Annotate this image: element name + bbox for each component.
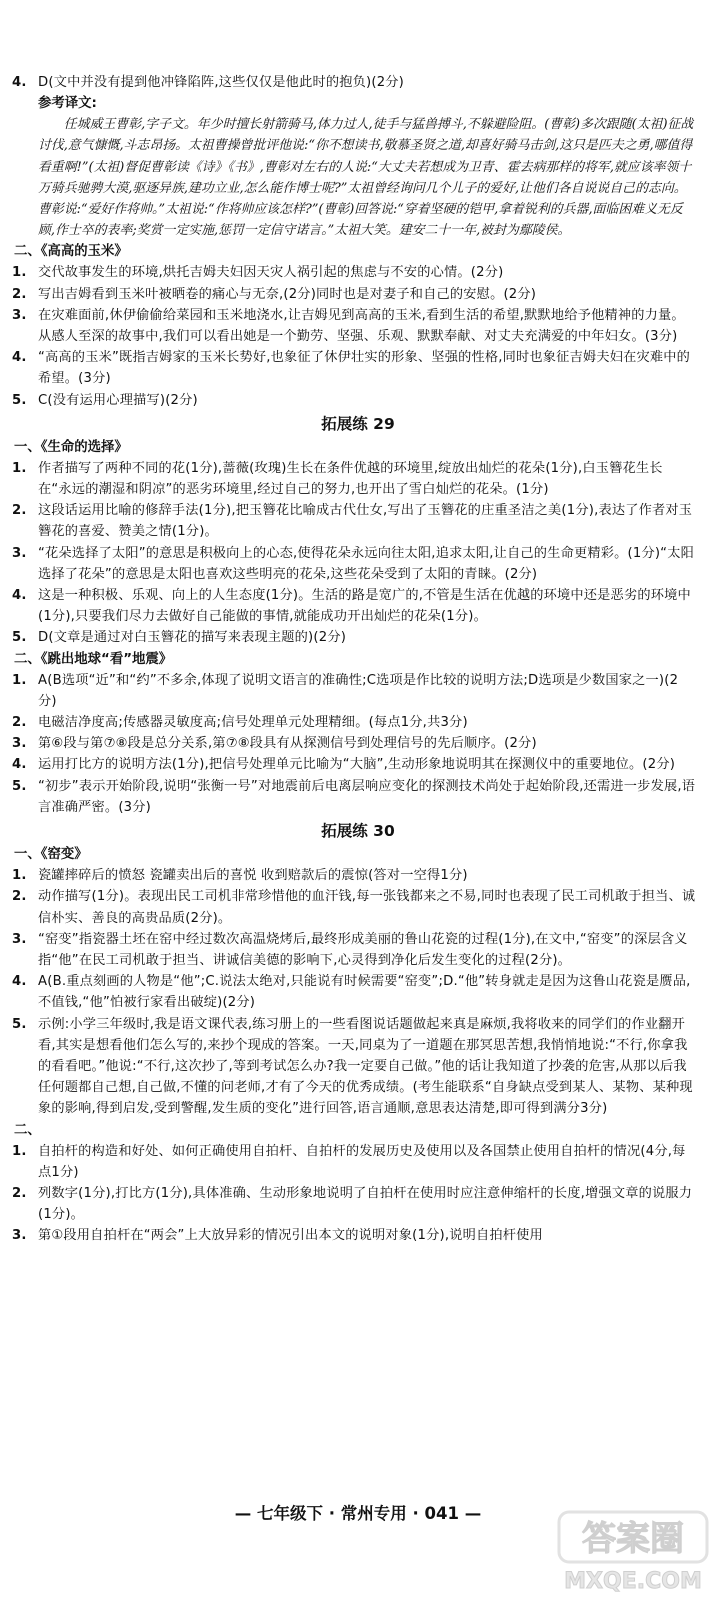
answer-item xyxy=(0,670,716,712)
passage-heading: 二、《跳出地球“看”地震》 xyxy=(14,651,173,667)
item-text: “窑变”指瓷器土坯在窑中经过数次高温烧烤后,最终形成美丽的鲁山花瓷的过程(1分),在文中,“窑变”的深层含义指“他”在民工司机敢于担当、讲诚信美德的影响下,心灵得到净化后发生变化的过程(2分)。 xyxy=(38,931,688,968)
answer-item xyxy=(0,712,716,733)
answer-item xyxy=(0,262,716,283)
item-text: 自拍杆的构造和好处、如何正确使用自拍杆、自拍杆的发展历史及使用以及各国禁止使用自拍杆的情况(4分,每点1分) xyxy=(38,1143,686,1180)
answer-item xyxy=(0,1014,716,1120)
item-number: 2. xyxy=(12,503,27,519)
section-title: 拓展练 29 xyxy=(321,414,395,433)
answer-item xyxy=(0,458,716,500)
item-number: 4. xyxy=(12,350,27,366)
item-number: 3. xyxy=(12,736,27,752)
item-text: C(没有运用心理描写)(2分) xyxy=(38,392,198,408)
item-text: 瓷罐摔碎后的愤怒 瓷罐卖出后的喜悦 收到赔款后的震惊(答对一空得1分) xyxy=(38,868,468,884)
item-text: 作者描写了两种不同的花(1分),蔷薇(玫瑰)生长在条件优越的环境里,绽放出灿烂的花朵(1分),白玉簪花生长在“永远的潮湿和阴凉”的恶劣环境里,经过自己的努力,也开出了雪白灿烂的花朵。(1分) xyxy=(38,460,663,498)
answer-item xyxy=(0,971,716,1013)
watermark-logo xyxy=(553,1508,713,1596)
item-number: 3. xyxy=(12,307,27,323)
item-number: 2. xyxy=(12,1185,27,1201)
item-text: 运用打比方的说明方法(1分),把信号处理单元比喻为“大脑”,生动形象地说明其在探测仪中的重要地位。(2分) xyxy=(38,757,676,773)
item-number: 5. xyxy=(12,630,27,646)
item-number: 5. xyxy=(12,778,27,794)
item-text: 在灾难面前,休伊偷偷给菜园和玉米地浇水,让吉姆见到高高的玉米,看到生活的希望,默默地给予他精神的力量。从感人至深的故事中,我们可以看出她是一个勤劳、坚强、乐观、默默奉献、对丈夫充满爱的中年妇女。(3分) xyxy=(38,307,685,345)
item-text: A(B选项“近”和“约”不多余,体现了说明文语言的准确性;C选项是作比较的说明方法;D选项是少数国家之一)(2分) xyxy=(38,672,679,709)
watermark-cn-text: 答案圈 xyxy=(582,1519,684,1559)
item-text: 交代故事发生的环境,烘托吉姆夫妇因天灾人祸引起的焦虑与不安的心情。(2分) xyxy=(38,265,504,281)
item-text: 这段话运用比喻的修辞手法(1分),把玉簪花比喻成古代仕女,写出了玉簪花的庄重圣洁之美(1分),表达了作者对玉簪花的喜爱、赞美之情(1分)。 xyxy=(38,503,693,540)
item-number: 1. xyxy=(12,1143,27,1159)
page-footer: — 七年级下 · 常州专用 · 041 — xyxy=(234,1504,482,1523)
answer-item xyxy=(0,1225,716,1246)
passage-heading: 一、《窑变》 xyxy=(14,847,88,863)
item-number: 2. xyxy=(12,286,27,302)
item-text: 这是一种积极、乐观、向上的人生态度(1分)。生活的路是宽广的,不管是生活在优越的环境中还是恶劣的环境中(1分),只要我们尽力去做好自己能做的事情,就能成功开出灿烂的花朵(1分)。 xyxy=(38,588,691,625)
item-number: 5. xyxy=(12,392,27,408)
answer-item xyxy=(0,733,716,754)
item-number: 1. xyxy=(12,460,27,476)
answer-item xyxy=(0,929,716,971)
item-text: D(文中并没有提到他冲锋陷阵,这些仅仅是他此时的抱负)(2分) xyxy=(38,75,405,90)
answer-item xyxy=(0,305,716,347)
item-text: 示例:小学三年级时,我是语文课代表,练习册上的一些看图说话题做起来真是麻烦,我将收来的同学们的作业翻开看,其实是想看他们怎么写的,来抄个现成的答案。一天,同桌为了一道题在那冥思苦想,我悄悄地说:“不行,你拿我的看看吧。”他说:“不行,这次抄了,等到考试怎么办?我一定要自己做。”他的话让我知道了抄袭的危害,从那以后我任何题都自己想,自己做,不懂的问老师,才有了今天的优秀成绩。(考生能联系“自身缺点受到某人、某物、某种现象的影响,得到启发,受到警醒,发生质的变化”进行回答,语言通顺,意思表达清楚,即可得到满分3分) xyxy=(38,1016,693,1117)
answer-item xyxy=(0,284,716,305)
passage-heading: 二、《高高的玉米》 xyxy=(14,244,128,260)
item-number: 2. xyxy=(12,889,27,905)
item-text: D(文章是通过对白玉簪花的描写来表现主题的)(2分) xyxy=(38,630,347,646)
item-number: 5. xyxy=(12,1016,27,1032)
answer-item xyxy=(0,500,716,542)
passage-heading: 一、《生命的选择》 xyxy=(14,439,128,455)
answer-item xyxy=(0,886,716,928)
translation-heading: 参考译文: xyxy=(38,96,97,112)
item-text: A(B.重点刻画的人物是“他”;C.说法太绝对,只能说有时候需要“窑变”;D.“他”转身就走是因为这鲁山花瓷是赝品,不值钱,“他”怕被行家看出破绽)(2分) xyxy=(38,974,691,1011)
item-number: 3. xyxy=(12,1228,27,1244)
answer-item xyxy=(0,627,716,648)
answer-item xyxy=(0,1183,716,1225)
answer-item xyxy=(0,390,716,411)
item-number: 4. xyxy=(12,75,27,90)
answer-item xyxy=(0,72,716,93)
answer-item xyxy=(0,754,716,775)
answer-content xyxy=(0,72,716,1247)
passage-heading: 二、 xyxy=(14,1122,41,1138)
item-text: 第①段用自拍杆在“两会”上大放异彩的情况引出本文的说明对象(1分),说明自拍杆使用 xyxy=(38,1228,543,1244)
item-number: 3. xyxy=(12,931,27,947)
answer-item xyxy=(0,1141,716,1183)
item-text: “高高的玉米”既指吉姆家的玉米长势好,也象征了休伊壮实的形象、坚强的性格,同时也象征吉姆夫妇在灾难中的希望。(3分) xyxy=(38,350,691,387)
item-number: 4. xyxy=(12,588,27,604)
item-text: 第⑥段与第⑦⑧段是总分关系,第⑦⑧段具有从探测信号到处理信号的先后顺序。(2分) xyxy=(38,736,537,752)
item-number: 1. xyxy=(12,265,27,281)
answer-item xyxy=(0,347,716,389)
item-number: 4. xyxy=(12,757,27,773)
item-text: 写出吉姆看到玉米叶被晒卷的痛心与无奈,(2分)同时也是对妻子和自己的安慰。(2分) xyxy=(38,286,537,302)
answer-item xyxy=(0,776,716,818)
item-number: 1. xyxy=(12,672,27,688)
item-text: 动作描写(1分)。表现出民工司机非常珍惜他的血汗钱,每一张钱都来之不易,同时也表现了民工司机敢于担当、诚信朴实、善良的高贵品质(2分)。 xyxy=(38,889,696,926)
answer-item xyxy=(0,585,716,627)
item-number: 2. xyxy=(12,715,27,731)
watermark-en-text: MXQE.COM xyxy=(564,1569,702,1594)
answer-item xyxy=(0,865,716,886)
section-title: 拓展练 30 xyxy=(321,822,395,841)
item-number: 3. xyxy=(12,545,27,561)
translation-text: 任城威王曹彰,字子文。年少时擅长射箭骑马,体力过人,徒手与猛兽搏斗,不躲避险阻。(曹彰)多次跟随(太祖)征战讨伐,意气慷慨,斗志昂扬。太祖曹操曾批评他说:“你不想读书,敬慕圣贤之道,却喜好骑马击剑,这只是匹夫之勇,哪值得看重啊!”(太祖)督促曹彰读《诗》《书》,曹彰对左右的人说:“大丈夫若想成为卫青、霍去病那样的将军,就应该率领十万骑兵驰骋大漠,驱逐异族,建功立业,怎么能作博士呢?”太祖曾经询问几个儿子的爱好,让他们各自说说自己的志向。曹彰说:“爱好作将帅。”太祖说:“作将帅应该怎样?”(曹彰)回答说:“穿着坚硬的铠甲,拿着锐利的兵器,面临困难义无反顾,作士卒的表率;奖赏一定实施,惩罚一定信守诺言。”太祖大笑。建安二十一年,被封为鄢陵侯。 xyxy=(38,117,694,239)
item-text: “初步”表示开始阶段,说明“张衡一号”对地震前后电离层响应变化的探测技术尚处于起始阶段,还需进一步发展,语言准确严密。(3分) xyxy=(38,778,696,815)
item-text: “花朵选择了太阳”的意思是积极向上的心态,使得花朵永远向往太阳,追求太阳,让自己的生命更精彩。(1分)“太阳选择了花朵”的意思是太阳也喜欢这些明亮的花朵,这些花朵受到了太阳的青睐。(2分) xyxy=(38,545,694,582)
item-text: 电磁洁净度高;传感器灵敏度高;信号处理单元处理精细。(每点1分,共3分) xyxy=(38,715,468,731)
answer-item xyxy=(0,543,716,585)
item-number: 1. xyxy=(12,868,27,884)
item-number: 4. xyxy=(12,974,27,990)
item-text: 列数字(1分),打比方(1分),具体准确、生动形象地说明了自拍杆在使用时应注意伸缩杆的长度,增强文章的说服力(1分)。 xyxy=(38,1185,693,1223)
